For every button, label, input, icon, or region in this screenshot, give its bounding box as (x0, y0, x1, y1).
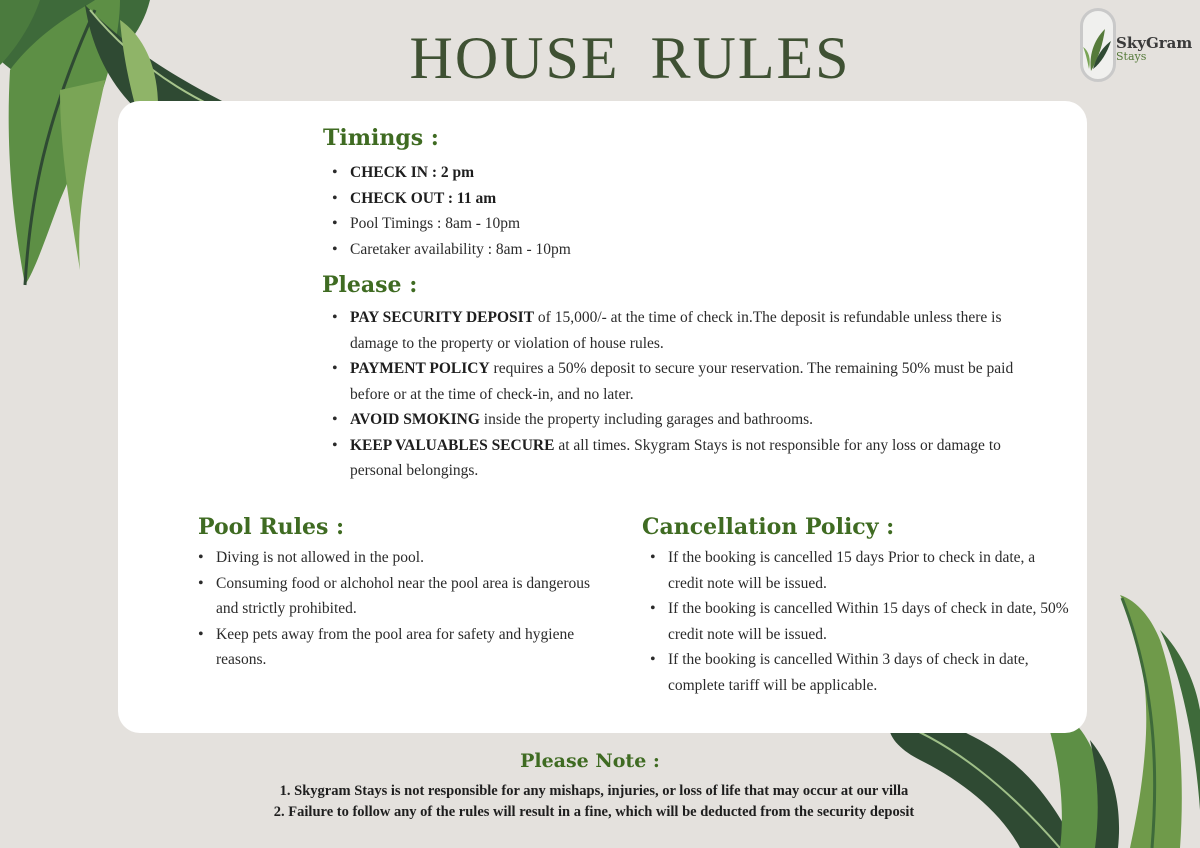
cancellation-list (648, 545, 1070, 698)
skygram-logo (1076, 6, 1196, 86)
pool-rules-heading: Pool Rules : (198, 514, 345, 540)
list-item: • Caretaker availability : 8am - 10pm (330, 237, 1030, 263)
logo-subtitle: Stays (1116, 50, 1147, 63)
list-item: • Consuming food or alchohol near the pool area is dangerous and strictly prohibited. (196, 571, 596, 622)
logo-pill-shape (1080, 8, 1116, 82)
please-note-heading: Please Note : (520, 750, 660, 772)
list-item: • PAY SECURITY DEPOSIT of 15,000/- at the time of check in.The deposit is refundable unless there is damage to the property or violation of house rules. (330, 305, 1030, 356)
logo-name: SkyGram (1116, 34, 1193, 52)
list-item: • KEEP VALUABLES SECURE at all times. Skygram Stays is not responsible for any loss or damage to personal belongings. (330, 433, 1030, 484)
list-item: • PAYMENT POLICY requires a 50% deposit to secure your reservation. The remaining 50% must be paid before or at the time of check-in, and no later. (330, 356, 1030, 407)
list-item: • Diving is not allowed in the pool. (196, 545, 596, 571)
please-heading: Please : (322, 272, 418, 298)
note-line-1: 1. Skygram Stays is not responsible for any mishaps, injuries, or loss of life that may occur at our villa (279, 783, 909, 799)
cancellation-heading: Cancellation Policy : (642, 514, 895, 540)
list-item: • If the booking is cancelled 15 days Prior to check in date, a credit note will be issued. (648, 545, 1070, 596)
page-title: HOUSE RULES (409, 25, 851, 91)
list-item: • Keep pets away from the pool area for safety and hygiene reasons. (196, 622, 596, 673)
timings-heading: Timings : (323, 125, 439, 151)
list-item: • AVOID SMOKING inside the property including garages and bathrooms. (330, 407, 1030, 433)
list-item: • Pool Timings : 8am - 10pm (330, 211, 1030, 237)
timings-list (330, 160, 1030, 262)
list-item: • CHECK IN : 2 pm (330, 160, 1030, 186)
banana-leaf-logo-icon (1083, 11, 1113, 75)
list-item: • If the booking is cancelled Within 15 days of check in date, 50% credit note will be issued. (648, 596, 1070, 647)
list-item: • If the booking is cancelled Within 3 days of check in date, complete tariff will be applicable. (648, 647, 1070, 698)
note-line-2: 2. Failure to follow any of the rules will result in a fine, which will be deducted from the security deposit (273, 804, 915, 820)
list-item: • CHECK OUT : 11 am (330, 186, 1030, 212)
please-list (330, 305, 1030, 484)
pool-rules-list (196, 545, 596, 673)
